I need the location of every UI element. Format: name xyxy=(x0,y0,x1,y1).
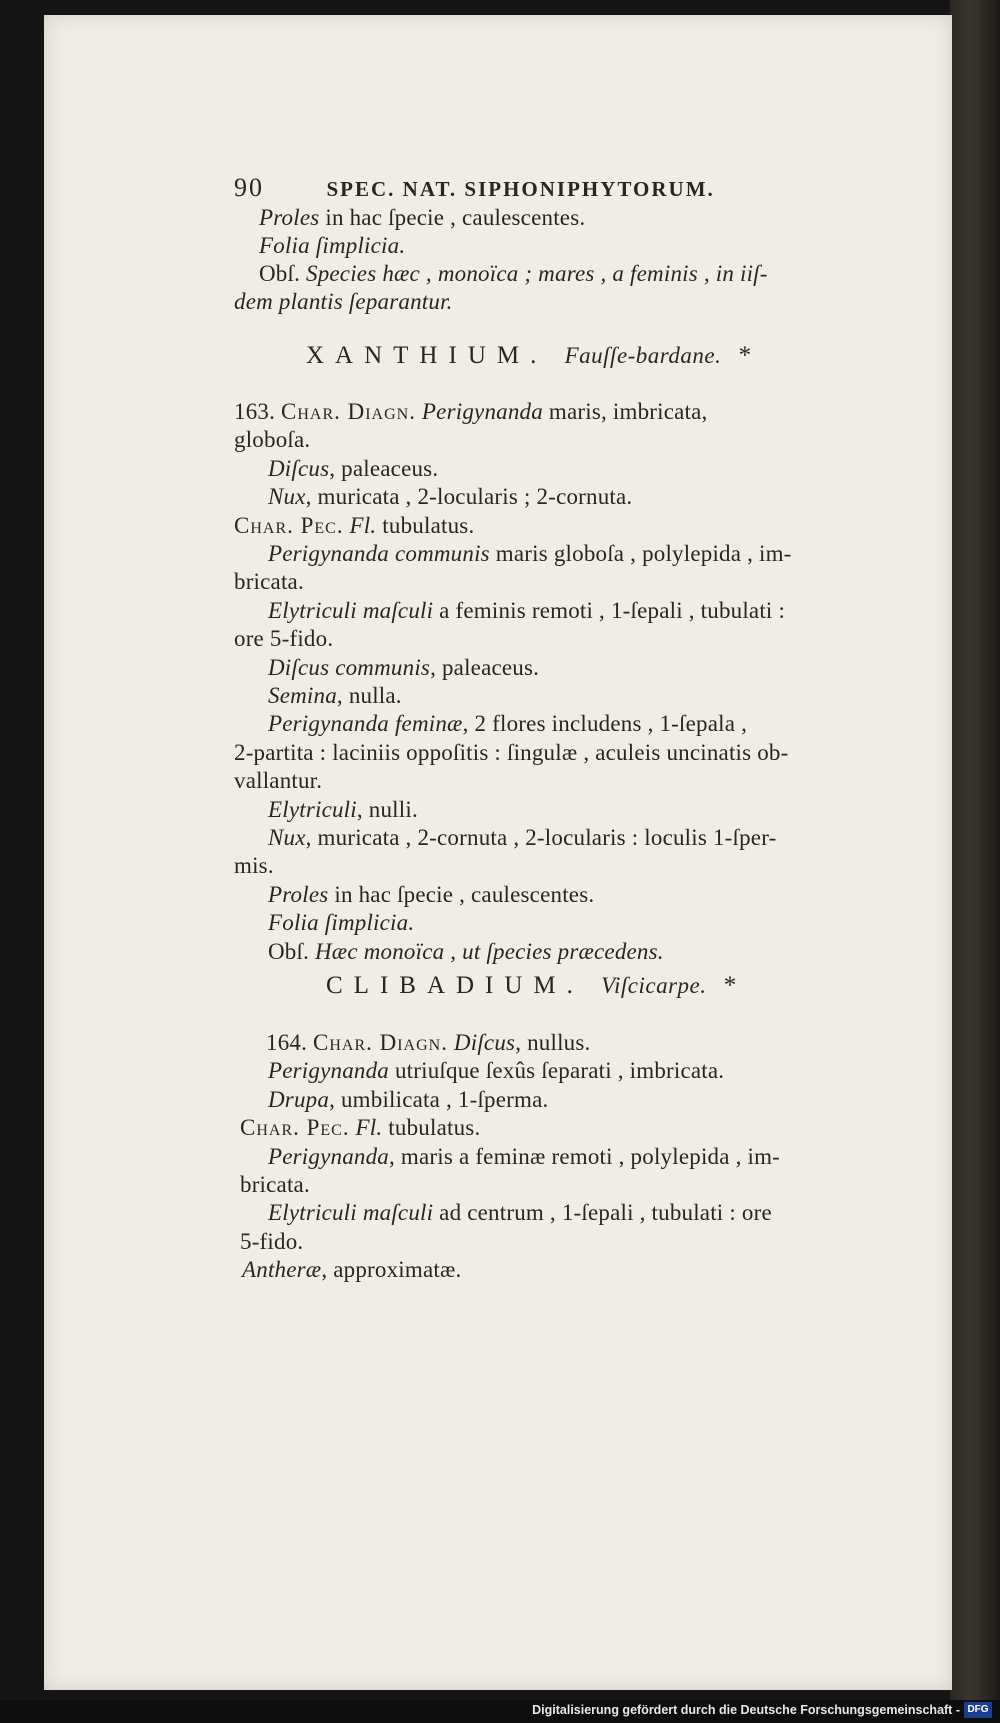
genus-heading-clibadium xyxy=(326,973,736,999)
asterisk-mark: * xyxy=(738,342,752,369)
text-line: Perigynanda communis maris globoſa , polylepida , im- xyxy=(268,541,792,566)
text-line: Obſ. Species hæc , monoïca ; mares , a feminis , in iiſ- xyxy=(259,261,768,286)
text-line: Semina, nulla. xyxy=(268,683,402,708)
text-line: Char. Pec. Fl. tubulatus. xyxy=(234,512,475,538)
text-line: Nux, muricata , 2-cornuta , 2-locularis : loculis 1-ſper- xyxy=(268,825,777,850)
text-line: 163. Char. Diagn. Perigynanda maris, imbricata, xyxy=(234,399,708,424)
genus-name: XANTHIUM. xyxy=(306,342,548,369)
text-line: Drupa, umbilicata , 1-ſperma. xyxy=(268,1086,549,1112)
text-line: Perigynanda utriuſque ſexûs ſeparati , imbricata. xyxy=(268,1058,725,1084)
text-line: 2-partita : laciniis oppoſitis : ſingulæ , aculeis uncinatis ob- xyxy=(234,739,789,765)
asterisk-mark: * xyxy=(723,972,737,999)
text-line: Nux, muricata , 2-locularis ; 2-cornuta. xyxy=(268,484,633,510)
text-line: Diſcus, paleaceus. xyxy=(268,455,439,481)
page-text xyxy=(44,15,952,1690)
text-line: Diſcus communis, paleaceus. xyxy=(268,654,540,680)
text-line: Char. Pec. Fl. tubulatus. xyxy=(240,1115,481,1141)
text-line: Proles in hac ſpecie , caulescentes. xyxy=(268,881,595,907)
text-line: Elytriculi maſculi ad centrum , 1-ſepali , tubulati : ore xyxy=(268,1200,772,1226)
text-line: Elytriculi maſculi a feminis remoti , 1-ſepali , tubulati : xyxy=(268,597,786,623)
running-head-title: SPEC. NAT. SIPHONIPHYTORUM. xyxy=(326,177,715,201)
text-line: Perigynanda feminæ, 2 flores includens , 1-ſepala , xyxy=(268,711,748,737)
french-name: Viſcicarpe. xyxy=(601,973,707,998)
text-line: globoſa. xyxy=(234,427,311,453)
page-number: 90 xyxy=(234,173,264,202)
text-line: 164. Char. Diagn. Diſcus, nullus. xyxy=(266,1030,591,1055)
book-cover-edge xyxy=(950,0,1000,1700)
book-page xyxy=(44,15,952,1690)
text-line: bricata. xyxy=(234,569,304,595)
text-line: Folia ſimplicia. xyxy=(268,910,415,936)
text-line: ore 5-fido. xyxy=(234,626,334,652)
text-line: Elytriculi, nulli. xyxy=(268,796,418,822)
genus-name: CLIBADIUM. xyxy=(326,972,584,999)
text-line: dem plantis ſeparantur. xyxy=(234,289,453,314)
text-line: Antheræ, approximatæ. xyxy=(242,1257,462,1283)
genus-heading-xanthium xyxy=(306,343,751,369)
text-line: Perigynanda, maris a feminæ remoti , polylepida , im- xyxy=(268,1143,781,1169)
text-line: 5-fido. xyxy=(240,1228,304,1254)
digitization-credit: Digitalisierung gefördert durch die Deutsche Forschungsgemeinschaft - xyxy=(532,1703,960,1717)
text-line: vallantur. xyxy=(234,768,323,794)
text-line: bricata. xyxy=(240,1172,310,1197)
text-line: Obſ. Hæc monoïca , ut ſpecies præcedens. xyxy=(268,938,664,964)
running-head xyxy=(234,175,715,202)
french-name: Fauſſe-bardane. xyxy=(564,343,722,368)
dfg-logo: DFG xyxy=(964,1702,992,1718)
text-line: Folia ſimplicia. xyxy=(259,233,406,258)
text-line: mis. xyxy=(234,853,274,879)
text-line: Proles in hac ſpecie , caulescentes. xyxy=(259,205,586,230)
